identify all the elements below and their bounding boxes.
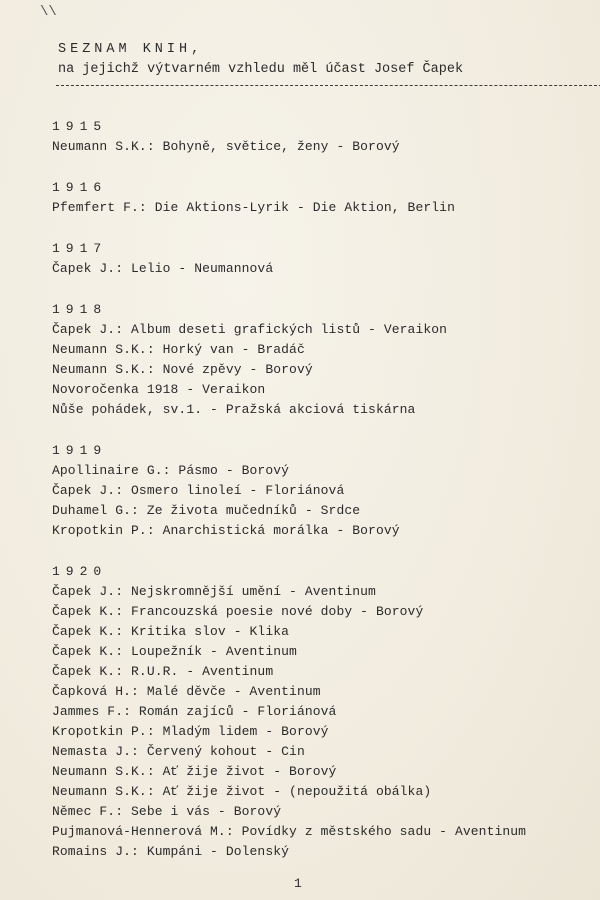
margin-mark: \\ (40, 4, 57, 20)
header-rule (56, 85, 600, 86)
book-entry: Čapková H.: Malé děvče - Aventinum (52, 684, 321, 699)
book-entry: Pfemfert F.: Die Aktions-Lyrik - Die Aktion, Berlin (52, 200, 455, 215)
book-entry: Němec F.: Sebe i vás - Borový (52, 804, 282, 819)
book-entry: Apollinaire G.: Pásmo - Borový (52, 463, 290, 478)
book-entry: Jammes F.: Román zajíců - Floriánová (52, 704, 337, 719)
book-entry: Neumann S.K.: Ať žije život - (nepoužitá obálka) (52, 784, 432, 799)
book-list (52, 117, 526, 883)
book-entry: Nůše pohádek, sv.1. - Pražská akciová tiskárna (52, 402, 416, 417)
book-entry: Neumann S.K.: Bohyně, světice, ženy - Borový (52, 139, 400, 154)
page-number: 1 (294, 876, 302, 891)
book-entry: Čapek J.: Nejskromnější umění - Aventinum (52, 584, 376, 599)
book-entry: Neumann S.K.: Ať žije život - Borový (52, 764, 337, 779)
book-entry: Pujmanová-Hennerová M.: Povídky z městského sadu - Aventinum (52, 824, 527, 839)
book-entry: Čapek J.: Album deseti grafických listů - Veraikon (52, 322, 448, 337)
book-entry: Čapek K.: Loupežník - Aventinum (52, 644, 297, 659)
year-heading: 1920 (52, 564, 108, 579)
year-heading: 1917 (52, 241, 108, 256)
year-heading: 1916 (52, 180, 108, 195)
book-entry: Neumann S.K.: Nové zpěvy - Borový (52, 362, 313, 377)
book-entry: Neumann S.K.: Horký van - Bradáč (52, 342, 305, 357)
book-entry: Nemasta J.: Červený kohout - Cin (52, 744, 305, 759)
document-header (58, 40, 463, 80)
book-entry: Novoročenka 1918 - Veraikon (52, 382, 266, 397)
book-entry: Čapek K.: Francouzská poesie nové doby - Borový (52, 604, 424, 619)
year-section (52, 239, 526, 279)
document-title: SEZNAM KNIH, (58, 42, 204, 57)
year-heading: 1915 (52, 119, 108, 134)
book-entry: Kropotkin P.: Anarchistická morálka - Borový (52, 523, 400, 538)
book-entry: Romains J.: Kumpáni - Dolenský (52, 844, 290, 859)
book-entry: Čapek J.: Osmero linoleí - Floriánová (52, 483, 345, 498)
document-subtitle: na jejichž výtvarném vzhledu měl účast Josef Čapek (58, 62, 464, 77)
book-entry: Čapek K.: Kritika slov - Klika (52, 624, 290, 639)
year-heading: 1918 (52, 302, 108, 317)
year-section (52, 178, 526, 218)
year-section (52, 117, 526, 157)
book-entry: Kropotkin P.: Mladým lidem - Borový (52, 724, 329, 739)
year-section (52, 441, 526, 541)
book-entry: Duhamel G.: Ze života mučedníků - Srdce (52, 503, 361, 518)
year-section (52, 300, 526, 420)
year-heading: 1919 (52, 443, 108, 458)
book-entry: Čapek J.: Lelio - Neumannová (52, 261, 274, 276)
book-entry: Čapek K.: R.U.R. - Aventinum (52, 664, 274, 679)
year-section (52, 562, 526, 862)
